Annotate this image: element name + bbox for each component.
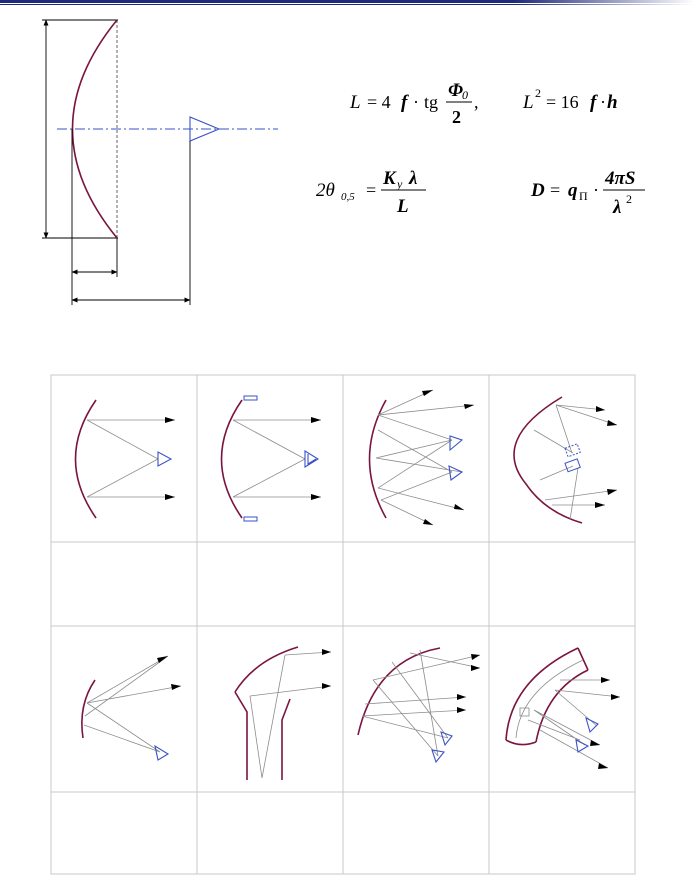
antenna-types-table <box>51 375 635 874</box>
formula-aperture <box>349 80 479 127</box>
cell-horn-reflector <box>235 647 331 780</box>
horn-wall-right <box>282 699 290 780</box>
feed-horn-2 <box>449 466 462 480</box>
ray-arrowheads <box>311 417 321 500</box>
rays <box>534 405 617 520</box>
feed-horn-1 <box>450 436 462 450</box>
horn-wall-left <box>235 692 247 780</box>
cell-multibeam-reflector <box>370 390 475 525</box>
formula-beamwidth <box>316 168 426 217</box>
reflector-curve <box>235 647 298 692</box>
formula-h: h <box>607 92 618 113</box>
edge-element-top <box>244 396 257 400</box>
formula-lhs: D <box>531 180 545 201</box>
rays <box>250 652 331 778</box>
reflector-curve <box>82 680 95 738</box>
formula-eq: = <box>550 180 561 200</box>
formula-f: f <box>401 92 408 113</box>
formula-phi-sub: 0 <box>462 88 468 102</box>
rays <box>376 390 474 525</box>
formula-depth <box>522 86 618 113</box>
feed-horn-2 <box>576 740 588 752</box>
formula-numerator: 4πS <box>605 168 636 189</box>
formula-eq: = <box>366 180 377 200</box>
reflector-dimension-drawing <box>42 20 278 305</box>
feed-horn <box>158 452 171 466</box>
formula-eq: = 16 <box>546 92 579 112</box>
formula-lhs: L <box>523 92 534 113</box>
formula-k-sub: y <box>397 177 403 191</box>
ray-arrowheads <box>590 677 620 769</box>
edge-element-bottom <box>244 517 257 521</box>
rays <box>87 420 175 497</box>
formula-denominator: 2 <box>452 107 461 127</box>
formula-dot: · <box>600 92 606 112</box>
reflector-curve <box>76 400 97 518</box>
formula-denominator: L <box>397 196 409 217</box>
ray-arrowheads <box>457 654 480 713</box>
formula-eq: = 4 <box>367 92 391 112</box>
ray-arrowheads <box>157 656 181 690</box>
formula-directivity <box>530 168 645 218</box>
reflector-curve <box>358 648 440 735</box>
formula-sup: 2 <box>535 86 541 100</box>
formula-k: K <box>383 168 396 189</box>
reflector-curve <box>506 648 588 745</box>
formula-f: f <box>590 92 597 113</box>
inner-edge <box>516 660 583 738</box>
ray-arrowheads <box>322 649 331 689</box>
cell-offset-reflector <box>82 656 181 760</box>
formula-q-sub: П <box>579 189 588 203</box>
cell-wide-angle-reflector <box>358 648 480 762</box>
rays <box>362 650 480 756</box>
feed-horn-1 <box>441 732 452 745</box>
ray-arrowheads <box>422 390 474 525</box>
formula-lhs: L <box>350 92 361 113</box>
rays <box>528 680 620 768</box>
cell-toroidal-reflector <box>506 648 620 769</box>
formula-coef: 2θ <box>316 180 335 201</box>
reflector-curve <box>514 397 582 523</box>
formula-tg: tg <box>424 92 439 112</box>
formula-sub: 0,5 <box>341 191 355 203</box>
formula-q: q <box>568 180 578 201</box>
formula-denominator: λ <box>613 197 622 218</box>
formula-phi: Φ <box>448 80 463 101</box>
formula-dot: · <box>413 92 419 112</box>
formula-den-sup: 2 <box>626 192 632 206</box>
feed-horn <box>305 451 318 467</box>
cell-parabolic-front-feed <box>76 400 176 518</box>
feed-dashed <box>565 444 580 457</box>
feed-horn <box>155 746 168 760</box>
formula-lambda: λ <box>409 168 418 189</box>
formula-dot: · <box>593 180 599 200</box>
cell-parabolic-double-feed <box>222 396 322 521</box>
formula-comma: , <box>474 92 479 112</box>
cell-spherical-reflector <box>514 397 617 523</box>
rays <box>84 656 181 752</box>
reflector-curve <box>222 400 243 518</box>
